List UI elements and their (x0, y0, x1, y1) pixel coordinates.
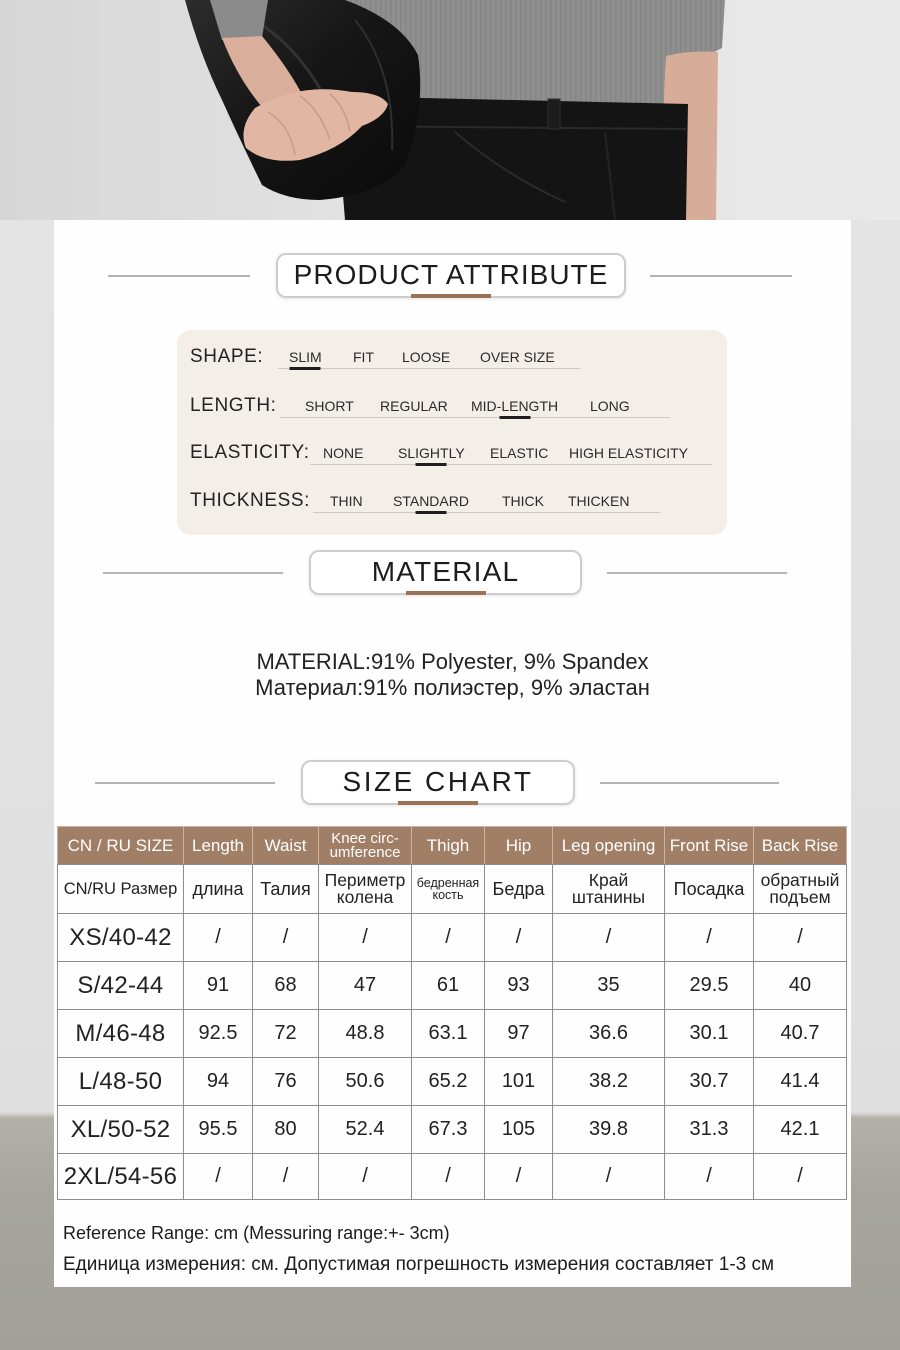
measurement-cell: / (754, 914, 847, 962)
measurement-cell: 40 (754, 962, 847, 1010)
product-attribute-heading (276, 253, 626, 298)
measurement-note-ru: Единица измерения: см. Допустимая погрешность измерения составляет 1-3 см (63, 1254, 775, 1275)
attribute-option: THIN (330, 493, 363, 509)
measurement-cell: 93 (485, 962, 553, 1010)
size-label: XL/50-52 (58, 1106, 184, 1154)
size-chart-heading (301, 760, 575, 805)
measurement-cell: / (319, 1154, 412, 1200)
measurement-cell: 76 (253, 1058, 319, 1106)
measurement-cell: 97 (485, 1010, 553, 1058)
attribute-option-selected: STANDARD (393, 489, 469, 513)
heading-accent-bar (406, 591, 486, 595)
material-title: MATERIAL (371, 555, 520, 587)
selected-marker (290, 367, 321, 370)
measurement-cell: 92.5 (184, 1010, 253, 1058)
size-chart-title: SIZE CHART (342, 765, 534, 797)
column-header-ru: Талия (253, 865, 319, 914)
size-label: 2XL/54-56 (58, 1154, 184, 1200)
column-header-ru: бедренная кость (412, 865, 485, 914)
column-header-front-rise: Front Rise (665, 827, 754, 865)
measurement-cell: 67.3 (412, 1106, 485, 1154)
measurement-cell: 35 (553, 962, 665, 1010)
measurement-cell: 41.4 (754, 1058, 847, 1106)
column-header-length: Length (184, 827, 253, 865)
heading-rule-right (607, 572, 787, 574)
column-header-ru: Бедра (485, 865, 553, 914)
size-row (58, 1010, 847, 1058)
size-row (58, 1154, 847, 1200)
heading-rule-left (103, 572, 283, 574)
measurement-note-en: Reference Range: cm (Messuring range:+- 3cm) (63, 1223, 450, 1243)
heading-accent-bar (398, 801, 478, 805)
attribute-option: OVER SIZE (480, 349, 555, 365)
size-row (58, 1106, 847, 1154)
size-label: L/48-50 (58, 1058, 184, 1106)
measurement-cell: 105 (485, 1106, 553, 1154)
attribute-option: THICK (502, 493, 544, 509)
measurement-cell: 48.8 (319, 1010, 412, 1058)
header-row-ru (58, 865, 847, 914)
column-header-ru: CN/RU Размер (58, 865, 184, 914)
measurement-cell: / (665, 914, 754, 962)
attribute-label: SHAPE: (190, 346, 264, 367)
measurement-cell: 36.6 (553, 1010, 665, 1058)
column-header-thigh: Thigh (412, 827, 485, 865)
measurement-cell: 38.2 (553, 1058, 665, 1106)
measurement-cell: / (253, 914, 319, 962)
header-row-en (58, 827, 847, 865)
measurement-cell: 42.1 (754, 1106, 847, 1154)
attribute-option-selected: MID-LENGTH (471, 394, 558, 418)
column-header-hip: Hip (485, 827, 553, 865)
attribute-option-selected: SLIGHTLY (398, 441, 465, 465)
attribute-option: HIGH ELASTICITY (569, 445, 689, 461)
column-header-waist: Waist (253, 827, 319, 865)
attribute-row-thickness (177, 489, 727, 513)
attribute-option-selected: SLIM (289, 345, 322, 369)
measurement-cell: / (754, 1154, 847, 1200)
belt-loop (548, 99, 560, 129)
measurement-cell: 101 (485, 1058, 553, 1106)
measurement-cell: 61 (412, 962, 485, 1010)
measurement-cell: 72 (253, 1010, 319, 1058)
measurement-cell: 63.1 (412, 1010, 485, 1058)
attribute-option: FIT (353, 349, 374, 365)
measurement-cell: 65.2 (412, 1058, 485, 1106)
measurement-cell: / (184, 1154, 253, 1200)
heading-rule-right (600, 782, 779, 784)
material-text-ru: Материал:91% полиэстер, 9% эластан (255, 675, 650, 700)
size-chart-table (57, 826, 847, 1200)
measurement-cell: / (485, 1154, 553, 1200)
column-header-ru: Посадка (665, 865, 754, 914)
size-row (58, 1058, 847, 1106)
measurement-cell: 29.5 (665, 962, 754, 1010)
attribute-option: LONG (590, 398, 630, 414)
selected-marker (415, 511, 446, 514)
column-header-ru: обратный подъем (754, 865, 847, 914)
column-header-ru: Край штанины (553, 865, 665, 914)
measurement-cell: 95.5 (184, 1106, 253, 1154)
column-header-back-rise: Back Rise (754, 827, 847, 865)
measurement-cell: 30.7 (665, 1058, 754, 1106)
size-row (58, 962, 847, 1010)
measurement-cell: / (184, 914, 253, 962)
measurement-cell: 50.6 (319, 1058, 412, 1106)
measurement-cell: / (412, 914, 485, 962)
attribute-row-elasticity (177, 441, 727, 465)
measurement-cell: 80 (253, 1106, 319, 1154)
measurement-cell: 40.7 (754, 1010, 847, 1058)
measurement-cell: / (412, 1154, 485, 1200)
column-header-leg-opening: Leg opening (553, 827, 665, 865)
product-photo (0, 0, 900, 220)
attribute-label: ELASTICITY: (190, 442, 310, 463)
attribute-panel (177, 330, 727, 535)
measurement-cell: / (253, 1154, 319, 1200)
measurement-cell: 31.3 (665, 1106, 754, 1154)
attribute-label: LENGTH: (190, 395, 277, 416)
attribute-option: REGULAR (380, 398, 448, 414)
heading-rule-right (650, 275, 792, 277)
size-label: XS/40-42 (58, 914, 184, 962)
product-info-card (54, 220, 851, 1287)
material-text-en: MATERIAL:91% Polyester, 9% Spandex (256, 649, 649, 674)
heading-rule-left (108, 275, 250, 277)
product-attribute-title: PRODUCT ATTRIBUTE (293, 258, 609, 290)
measurement-cell: 68 (253, 962, 319, 1010)
selected-marker (499, 416, 530, 419)
attribute-option: LOOSE (402, 349, 451, 365)
column-header-size: CN / RU SIZE (58, 827, 184, 865)
measurement-cell: 91 (184, 962, 253, 1010)
measurement-cell: 30.1 (665, 1010, 754, 1058)
size-label: S/42-44 (58, 962, 184, 1010)
size-row (58, 914, 847, 962)
column-header-ru: длина (184, 865, 253, 914)
material-heading (309, 550, 582, 595)
measurement-cell: / (319, 914, 412, 962)
selected-marker (416, 463, 447, 466)
column-header-ru: Периметр колена (319, 865, 412, 914)
heading-rule-left (95, 782, 275, 784)
attribute-row-shape (177, 345, 727, 369)
size-label: M/46-48 (58, 1010, 184, 1058)
attribute-option: ELASTIC (490, 445, 549, 461)
measurement-cell: 52.4 (319, 1106, 412, 1154)
measurement-cell: / (665, 1154, 754, 1200)
measurement-cell: 47 (319, 962, 412, 1010)
column-header-knee: Knee circ- umference (319, 827, 412, 865)
measurement-cell: / (485, 914, 553, 962)
measurement-cell: 94 (184, 1058, 253, 1106)
measurement-cell: / (553, 914, 665, 962)
measurement-cell: / (553, 1154, 665, 1200)
attribute-row-length (177, 394, 727, 418)
attribute-option: NONE (323, 445, 364, 461)
attribute-option: THICKEN (568, 493, 630, 509)
model-photo-illustration (0, 0, 900, 220)
measurement-cell: 39.8 (553, 1106, 665, 1154)
attribute-label: THICKNESS: (190, 490, 311, 511)
heading-accent-bar (411, 294, 491, 298)
attribute-option: SHORT (305, 398, 354, 414)
